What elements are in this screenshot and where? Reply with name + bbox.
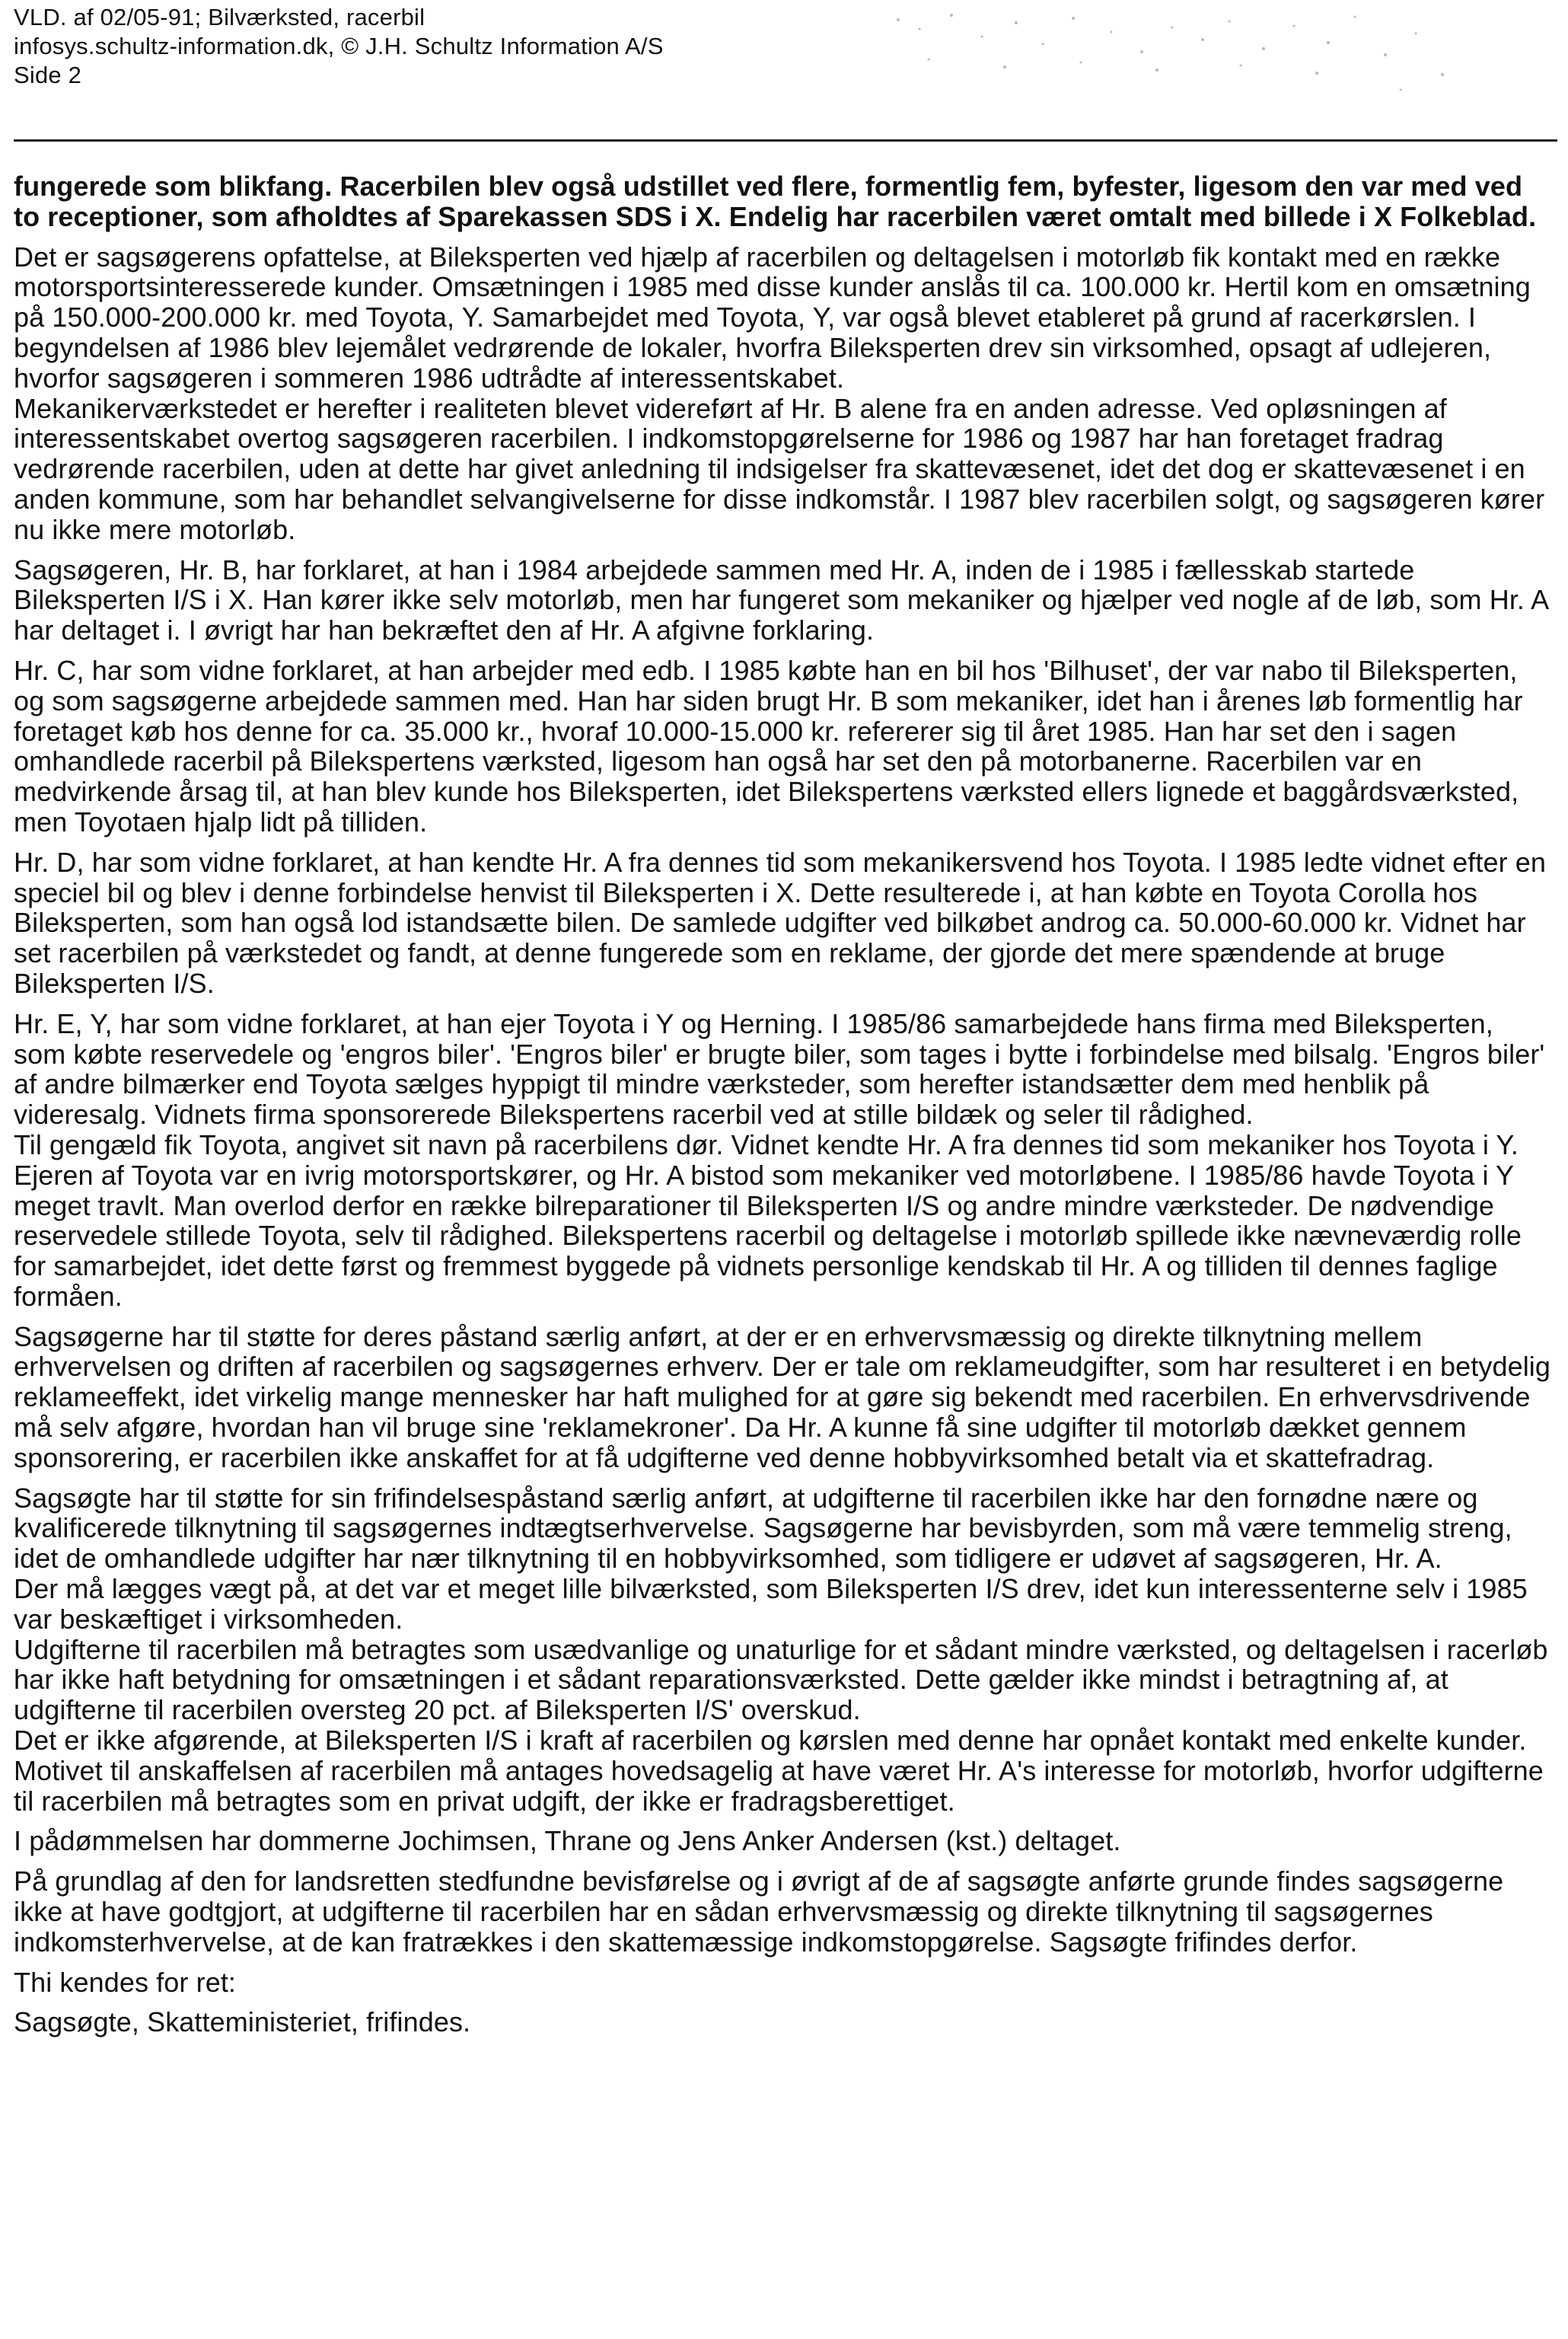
- paragraph-plaintiff-b-statement: Sagsøgeren, Hr. B, har forklaret, at han i 1984 arbejdede sammen med Hr. A, inden de i 1985 i fællesskab startede Bileksperten I/S i X. Han kører ikke selv motorløb, men har fungeret som mekaniker og hjælper ved nogle af de løb, som Hr. A har deltaget i. I øvrigt har han bekræftet den af Hr. A afgivne forklaring.: [14, 554, 1548, 646]
- paragraph-witness-e-continued: Til gengæld fik Toyota, angivet sit navn på racerbilens dør. Vidnet kendte Hr. A fra dennes tid som mekaniker hos Toyota i Y. Ejeren af Toyota var en ivrig motorsportskører, og Hr. A bistod som mekaniker ved motorløbene. I 1985/86 havde Toyota i Y meget travlt. Man overlod derfor en række bilreparationer til Bileksperten I/S og andre mindre værksteder. De nødvendige reservedele stillede Toyota, selv til rådighed. Bilekspertens racerbil og deltagelse i motorløb spillede ikke nævneværdig rolle for samarbejdet, idet dette først og fremmest byggede på vidnets personlige kendskab til Hr. A og tilliden til dennes faglige formåen.: [14, 1128, 1522, 1312]
- paragraph-findings: På grundlag af den for landsretten stedfundne bevisførelse og i øvrigt af de af sagsøgte anførte grunde findes sagsøgerne ikke at have godtgjort, at udgifterne til racerbilen har en sådan erhvervsmæssig og direkte tilknytning til sagsøgernes indkomsterhvervelse, at de kan fratrækkes i den skattemæssige indkomstopgørelse. Sagsøgte frifindes derfor.: [14, 1865, 1504, 1958]
- paragraph-witness-c: Hr. C, har som vidne forklaret, at han arbejder med edb. I 1985 købte han en bil hos 'Bilhuset', der var nabo til Bileksperten, og som sagsøgerne arbejdede sammen med. Han har siden brugt Hr. B som mekaniker, idet han i årenes løb formentlig har foretaget køb hos denne for ca. 35.000 kr., hvoraf 10.000-15.000 kr. refererer sig til året 1985. Han har set den i sagen omhandlede racerbil på Bilekspertens værksted, ligesom han også har set den på motorbanerne. Racerbilen var en medvirkende årsag til, at han blev kunde hos Bileksperten, idet Bilekspertens værksted ellers lignede et baggårdsværksted, men Toyotaen hjalp lidt på tilliden.: [14, 654, 1523, 838]
- paragraph-plaintiff-view: Det er sagsøgerens opfattelse, at Bileksperten ved hjælp af racerbilen og deltagelsen i motorløb fik kontakt med en række motorsportsinteresserede kunder. Omsætningen i 1985 med disse kunder anslås til ca. 100.000 kr. Hertil kom en omsætning på 150.000-200.000 kr. med Toyota, Y. Samarbejdet med Toyota, Y, var også blevet etableret på grund af racerkørslen. I begyndelsen af 1986 blev lejemålet vedrørende de lokaler, hvorfra Bileksperten drev sin virksomhed, opsagt af udlejeren, hvorfor sagsøgeren i sommeren 1986 udtrådte af interessentskabet.: [14, 241, 1531, 394]
- paragraph-verdict-heading: Thi kendes for ret:: [14, 1966, 237, 1998]
- paragraph-witness-d: Hr. D, har som vidne forklaret, at han kendte Hr. A fra dennes tid som mekanikersvend hos Toyota. I 1985 ledte vidnet efter en speciel bil og blev i denne forbindelse henvist til Bileksperten i X. Dette resulterede i, at han købte en Toyota Corolla hos Bileksperten, som han også lod istandsætte bilen. De samlede udgifter ved bilkøbet androg ca. 50.000-60.000 kr. Vidnet har set racerbilen på værkstedet og fandt, at denne fungerede som en reklame, der gjorde det mere spændende at bruge Bileksperten I/S.: [14, 846, 1547, 999]
- header-divider: [14, 139, 1557, 142]
- header-case-line: VLD. af 02/05-91; Bilværksted, racerbil: [14, 4, 425, 30]
- paragraph-plaintiff-arguments: Sagsøgerne har til støtte for deres påstand særlig anført, at der er en erhvervsmæssig og direkte tilknytning mellem erhvervelsen og driften af racerbilen og sagsøgernes erhverv. Der er tale om reklameudgifter, som har resulteret i en betydelig reklameeffekt, idet virkelig mange mennesker har haft mulighed for at gøre sig bekendt med racerbilen. En erhvervsdrivende må selv afgøre, hvordan han vil bruge sine 'reklamekroner'. Da Hr. A kunne få sine udgifter til motorløb dækket gennem sponsorering, er racerbilen ikke anskaffet for at få udgifterne ved denne hobbyvirksomhed betalt via et skattefradrag.: [14, 1320, 1551, 1473]
- paragraph-private-expense: Det er ikke afgørende, at Bileksperten I/S i kraft af racerbilen og kørslen med denne har opnået kontakt med enkelte kunder. Motivet til anskaffelsen af racerbilen må antages hovedsagelig at have været Hr. A's interesse for motorløb, hvorfor udgifterne til racerbilen må betragtes som en privat udgift, der ikke er fradragsberettiget.: [14, 1725, 1544, 1817]
- scan-speckle: [883, 6, 1461, 105]
- header-source-line: infosys.schultz-information.dk, © J.H. Schultz Information A/S: [14, 33, 664, 59]
- paragraph-continuation: fungerede som blikfang. Racerbilen blev også udstillet ved flere, formentlig fem, byfester, ligesom den var med ved to receptioner, som afholdtes af Sparekassen SDS i X. Endelig har racerbilen været omtalt med billede i X Folkeblad.: [14, 171, 1537, 232]
- paragraph-defendant-arguments: Sagsøgte har til støtte for sin frifindelsespåstand særlig anført, at udgifterne til racerbilen ikke har den fornødne nære og kvalificerede tilknytning til sagsøgernes indtægtserhvervelse. Sagsøgerne har bevisbyrden, som må være temmelig streng, idet de omhandlede udgifter har nær tilknytning til en hobbyvirksomhed, som tidligere er udøvet af sagsøgeren, Hr. A.: [14, 1482, 1512, 1575]
- paragraph-workshop-continued: Mekanikerværkstedet er herefter i realiteten blevet videreført af Hr. B alene fra en anden adresse. Ved opløsningen af interessentskabet overtog sagsøgeren racerbilen. I indkomstopgørelserne for 1986 og 1987 har han foretaget fradrag vedrørende racerbilen, uden at dette har givet anledning til indsigelser fra skattevæsenet, idet det dog er skattevæsenet i en anden kommune, som har behandlet selvangivelserne for disse indkomstår. I 1987 blev racerbilen solgt, og sagsøgeren kører nu ikke mere motorløb.: [14, 392, 1545, 545]
- paragraph-verdict: Sagsøgte, Skatteministeriet, frifindes.: [14, 2006, 471, 2038]
- paragraph-judges: I pådømmelsen har dommerne Jochimsen, Thrane og Jens Anker Andersen (kst.) deltaget.: [14, 1825, 1121, 1857]
- page-header: [14, 3, 664, 90]
- header-page-number: Side 2: [14, 62, 82, 88]
- document-body: [14, 171, 1551, 2047]
- paragraph-small-workshop: Der må lægges vægt på, at det var et meget lille bilværksted, som Bileksperten I/S drev, idet kun interessenterne selv i 1985 var beskæftiget i virksomheden.: [14, 1573, 1528, 1635]
- paragraph-unusual-expenses: Udgifterne til racerbilen må betragtes som usædvanlige og unaturlige for et sådant mindre værksted, og deltagelsen i racerløb har ikke haft betydning for omsætningen i et sådant reparationsværksted. Dette gælder ikke mindst i betragtning af, at udgifterne til racerbilen oversteg 20 pct. af Bileksperten I/S' overskud.: [14, 1633, 1548, 1726]
- paragraph-witness-e: Hr. E, Y, har som vidne forklaret, at han ejer Toyota i Y og Herning. I 1985/86 samarbejdede hans firma med Bileksperten, som købte reservedele og 'engros biler'. 'Engros biler' er brugte biler, som tages i bytte i forbindelse med bilsalg. 'Engros biler' af andre bilmærker end Toyota sælges hyppigt til mindre værksteder, som herefter istandsætter dem med henblik på videresalg. Vidnets firma sponsorerede Bilekspertens racerbil ved at stille bildæk og seler til rådighed.: [14, 1007, 1545, 1131]
